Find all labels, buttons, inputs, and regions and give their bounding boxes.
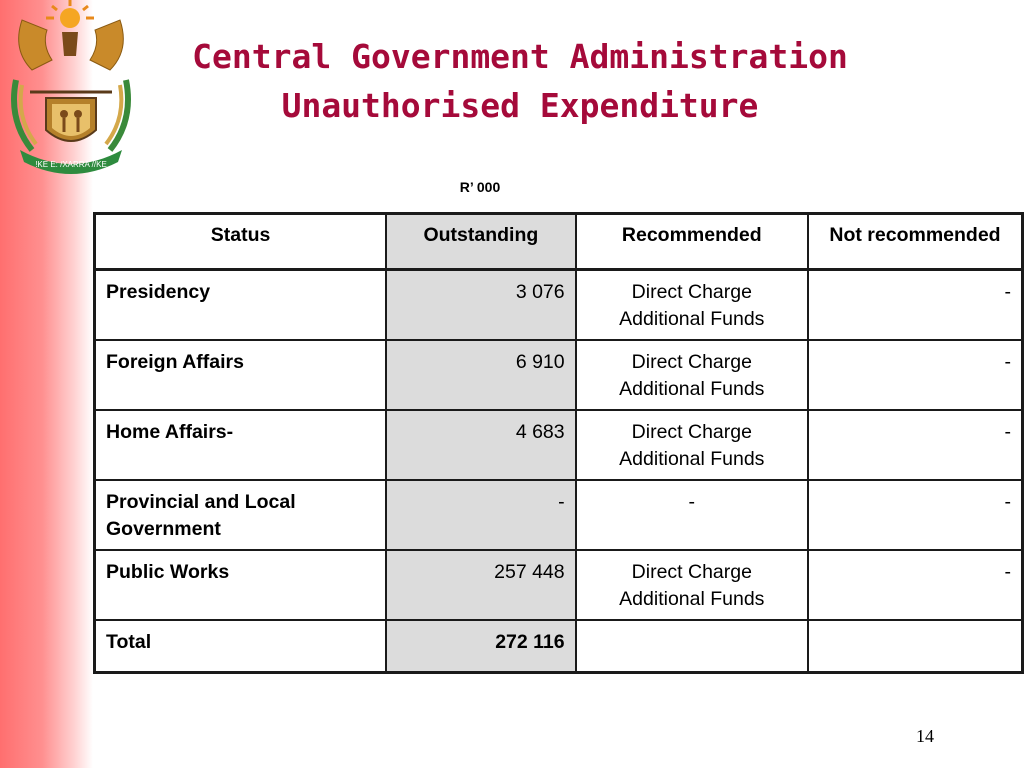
table-header-row [95, 214, 1023, 270]
row-status: Home Affairs- [95, 410, 387, 480]
coat-of-arms-emblem [2, 0, 142, 180]
row-not-recommended: - [808, 270, 1023, 341]
recommended-line-2: Additional Funds [619, 588, 765, 610]
table-total-row [95, 620, 1023, 672]
table-row [95, 550, 1023, 620]
row-status: Provincial and Local Government [95, 480, 387, 550]
slide-title-line-1: Central Government Administration [192, 37, 848, 76]
recommended-line-1: - [688, 491, 696, 513]
page-number: 14 [916, 726, 934, 746]
row-status: Public Works [95, 550, 387, 620]
header-recommended: Recommended [576, 214, 808, 270]
row-recommended [576, 550, 808, 620]
recommended-line-1: Direct Charge [631, 421, 752, 443]
header-status: Status [95, 214, 387, 270]
row-recommended [576, 410, 808, 480]
row-not-recommended: - [808, 550, 1023, 620]
expenditure-table [93, 212, 1024, 674]
table-row [95, 480, 1023, 550]
recommended-line-2: Additional Funds [619, 378, 765, 400]
row-recommended [576, 340, 808, 410]
row-outstanding: 257 448 [386, 550, 576, 620]
row-not-recommended: - [808, 340, 1023, 410]
header-outstanding: Outstanding [386, 214, 576, 270]
unit-label: R’ 000 [459, 179, 501, 195]
slide-title-line-2: Unauthorised Expenditure [281, 86, 759, 125]
row-recommended [576, 480, 808, 550]
table-row [95, 410, 1023, 480]
sun-icon [46, 0, 94, 28]
table-row [95, 270, 1023, 341]
total-not-recommended [808, 620, 1023, 672]
recommended-line-2: Additional Funds [619, 448, 765, 470]
recommended-line-1: Direct Charge [631, 281, 752, 303]
row-outstanding: 3 076 [386, 270, 576, 341]
row-status: Foreign Affairs [95, 340, 387, 410]
recommended-line-2: Additional Funds [619, 308, 765, 330]
emblem-motto: !KE E: /XARRA //KE [35, 160, 107, 169]
recommended-line-1: Direct Charge [631, 561, 752, 583]
recommended-line-1: Direct Charge [631, 351, 752, 373]
row-not-recommended: - [808, 410, 1023, 480]
total-recommended [576, 620, 808, 672]
total-label: Total [95, 620, 387, 672]
row-outstanding: 4 683 [386, 410, 576, 480]
row-status: Presidency [95, 270, 387, 341]
row-outstanding: - [386, 480, 576, 550]
header-not-recommended: Not recommended [808, 214, 1023, 270]
row-outstanding: 6 910 [386, 340, 576, 410]
total-outstanding: 272 116 [386, 620, 576, 672]
row-recommended [576, 270, 808, 341]
table-row [95, 340, 1023, 410]
row-not-recommended: - [808, 480, 1023, 550]
